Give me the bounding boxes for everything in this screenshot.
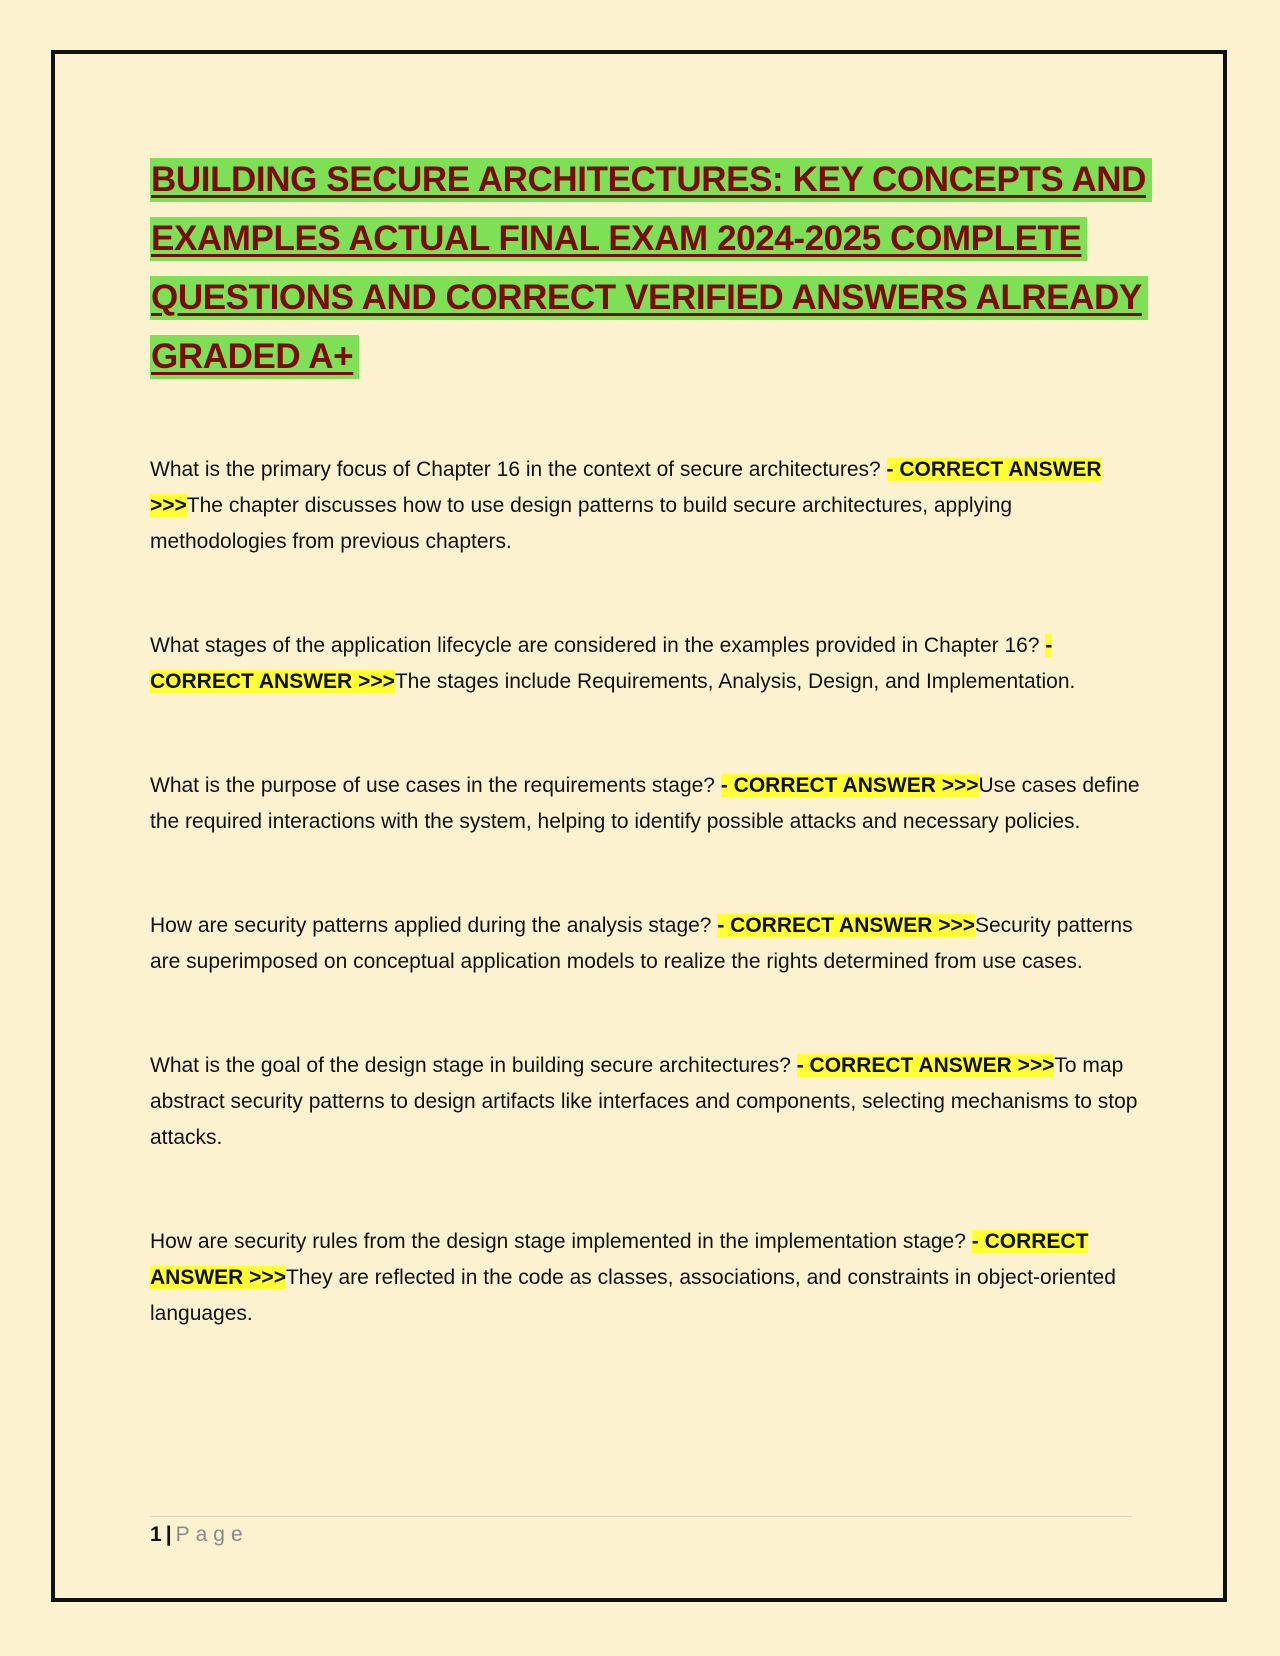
correct-answer-marker: - CORRECT ANSWER >>> xyxy=(150,458,1102,517)
qa-item-1 xyxy=(150,452,1140,560)
question-text: How are security patterns applied during the analysis stage? xyxy=(150,914,718,937)
qa-item-5 xyxy=(150,1048,1140,1156)
document-title-text: BUILDING SECURE ARCHITECTURES: KEY CONCEPTS AND EXAMPLES ACTUAL FINAL EXAM 2024-2025 COMPLETE QUESTIONS AND CORRECT VERIFIED ANSWERS ALREADY GRADED A+ xyxy=(150,158,1152,379)
answer-text: Use cases define the required interactions with the system, helping to identify possible attacks and necessary policies. xyxy=(150,774,1140,833)
question-text: What is the purpose of use cases in the requirements stage? xyxy=(150,774,721,797)
document-title xyxy=(150,150,1150,386)
qa-list xyxy=(150,452,1140,1332)
correct-answer-marker: - CORRECT ANSWER >>> xyxy=(717,914,975,937)
correct-answer-marker: - CORRECT ANSWER >>> xyxy=(150,634,1053,693)
question-text: How are security rules from the design stage implemented in the implementation stage? xyxy=(150,1230,972,1253)
page-number: 1 xyxy=(150,1523,162,1546)
qa-item-6 xyxy=(150,1224,1140,1332)
correct-answer-marker: - CORRECT ANSWER >>> xyxy=(720,774,979,797)
qa-item-2 xyxy=(150,628,1140,700)
qa-item-4 xyxy=(150,908,1140,980)
qa-item-3 xyxy=(150,768,1140,840)
answer-text: To map abstract security patterns to design artifacts like interfaces and components, selecting mechanisms to stop attacks. xyxy=(150,1054,1138,1149)
page-label: Page xyxy=(175,1523,249,1546)
question-text: What stages of the application lifecycle are considered in the examples provided in Chapter 16? xyxy=(150,634,1046,657)
question-text: What is the primary focus of Chapter 16 in the context of secure architectures? xyxy=(150,458,887,481)
answer-text: They are reflected in the code as classes, associations, and constraints in object-oriented languages. xyxy=(150,1266,1116,1325)
question-text: What is the goal of the design stage in building secure architectures? xyxy=(150,1054,797,1077)
correct-answer-marker: - CORRECT ANSWER >>> xyxy=(150,1230,1089,1289)
answer-text: The chapter discusses how to use design patterns to build secure architectures, applying methodologies from previous chapters. xyxy=(150,494,1013,553)
footer-divider xyxy=(150,1516,1132,1517)
footer-separator: | xyxy=(165,1523,172,1546)
answer-text: The stages include Requirements, Analysis, Design, and Implementation. xyxy=(394,670,1076,693)
correct-answer-marker: - CORRECT ANSWER >>> xyxy=(796,1054,1055,1077)
page-footer xyxy=(150,1522,249,1548)
answer-text: Security patterns are superimposed on conceptual application models to realize the rights determined from use cases. xyxy=(150,914,1133,973)
